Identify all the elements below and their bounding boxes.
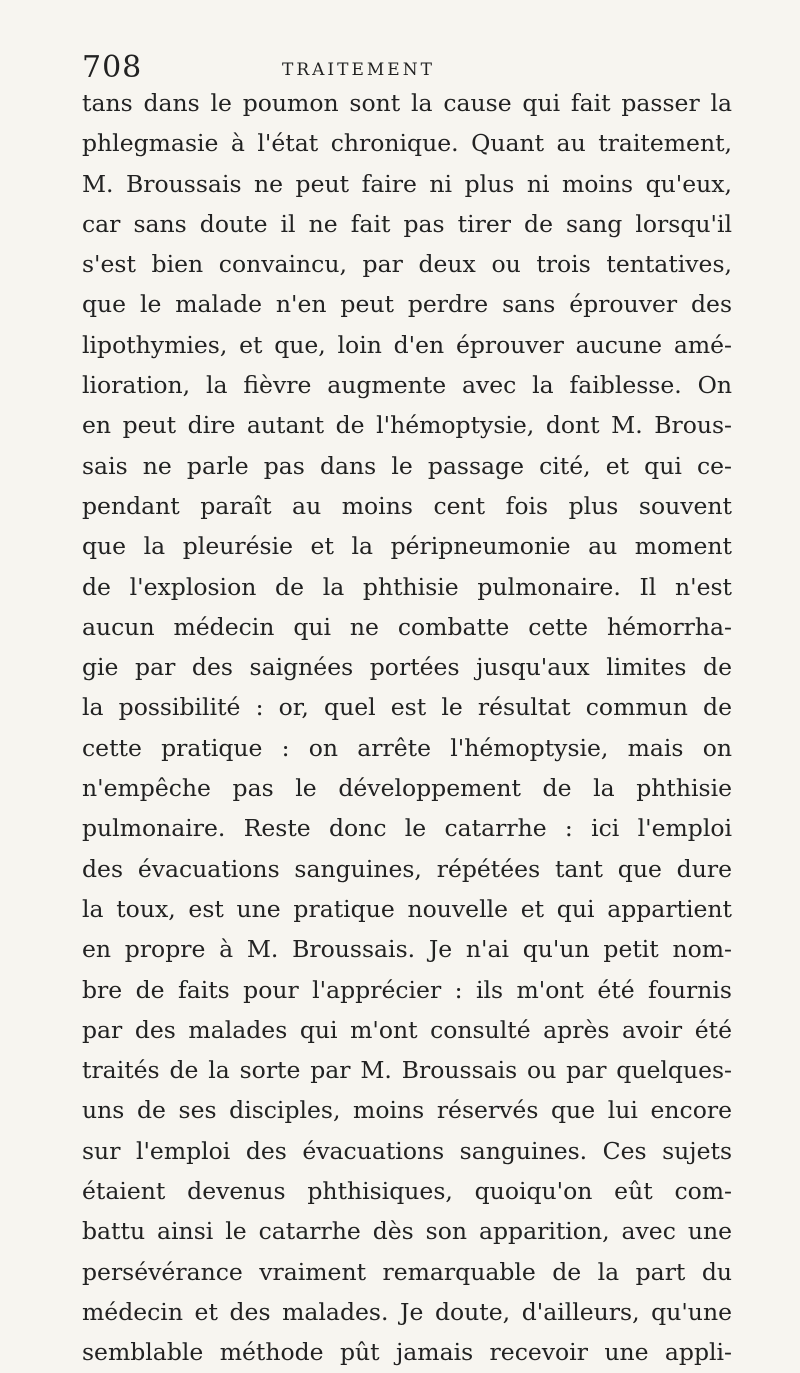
text-line: M. Broussais ne peut faire ni plus ni moins qu'eux,: [82, 169, 732, 198]
text-line: traités de la sorte par M. Broussais ou par quelques-: [82, 1056, 732, 1085]
text-line: lioration, la fièvre augmente avec la faiblesse. On: [82, 371, 732, 400]
text-line: s'est bien convaincu, par deux ou trois tentatives,: [82, 250, 732, 279]
text-line: bre de faits pour l'apprécier : ils m'ont été fournis: [82, 975, 732, 1004]
text-line: par des malades qui m'ont consulté après avoir été: [82, 1015, 732, 1044]
text-line: uns de ses disciples, moins réservés que lui encore: [82, 1096, 732, 1125]
text-line: gie par des saignées portées jusqu'aux limites de: [82, 653, 732, 682]
text-line: des évacuations sanguines, répétées tant que dure: [82, 854, 732, 883]
text-line: pulmonaire. Reste donc le catarrhe : ici l'emploi: [82, 814, 732, 843]
text-line: lipothymies, et que, loin d'en éprouver aucune amé-: [82, 330, 732, 359]
page-header: [82, 48, 730, 88]
text-line: la toux, est une pratique nouvelle et qui appartient: [82, 894, 732, 923]
text-line: étaient devenus phthisiques, quoiqu'on eût com-: [82, 1177, 732, 1206]
text-line: battu ainsi le catarrhe dès son apparition, avec une: [82, 1217, 732, 1246]
text-line: car sans doute il ne fait pas tirer de sang lorsqu'il: [82, 209, 732, 238]
text-line: tans dans le poumon sont la cause qui fait passer la: [82, 89, 732, 117]
text-line: que la pleurésie et la péripneumonie au moment: [82, 532, 732, 561]
text-line: la possibilité : or, quel est le résultat commun de: [82, 693, 732, 722]
body-text: [82, 83, 732, 1373]
text-line: que le malade n'en peut perdre sans éprouver des: [82, 290, 732, 319]
text-line: en peut dire autant de l'hémoptysie, dont M. Brous-: [82, 411, 732, 440]
text-line: aucun médecin qui ne combatte cette hémorrha-: [82, 612, 732, 641]
text-line: en propre à M. Broussais. Je n'ai qu'un petit nom-: [82, 935, 732, 964]
running-head: TRAITEMENT: [282, 60, 435, 80]
text-line: cette pratique : on arrête l'hémoptysie, mais on: [82, 733, 732, 762]
text-line: de l'explosion de la phthisie pulmonaire. Il n'est: [82, 572, 732, 601]
text-line: persévérance vraiment remarquable de la part du: [82, 1257, 732, 1286]
text-line: sur l'emploi des évacuations sanguines. Ces sujets: [82, 1136, 732, 1165]
text-line: semblable méthode pût jamais recevoir une appli-: [82, 1338, 732, 1367]
text-line: sais ne parle pas dans le passage cité, et qui ce-: [82, 451, 732, 480]
text-line: médecin et des malades. Je doute, d'ailleurs, qu'une: [82, 1297, 732, 1326]
page-number: 708: [82, 50, 143, 85]
text-line: phlegmasie à l'état chronique. Quant au traitement,: [82, 129, 732, 158]
text-line: pendant paraît au moins cent fois plus souvent: [82, 491, 732, 520]
text-line: n'empêche pas le développement de la phthisie: [82, 774, 732, 803]
